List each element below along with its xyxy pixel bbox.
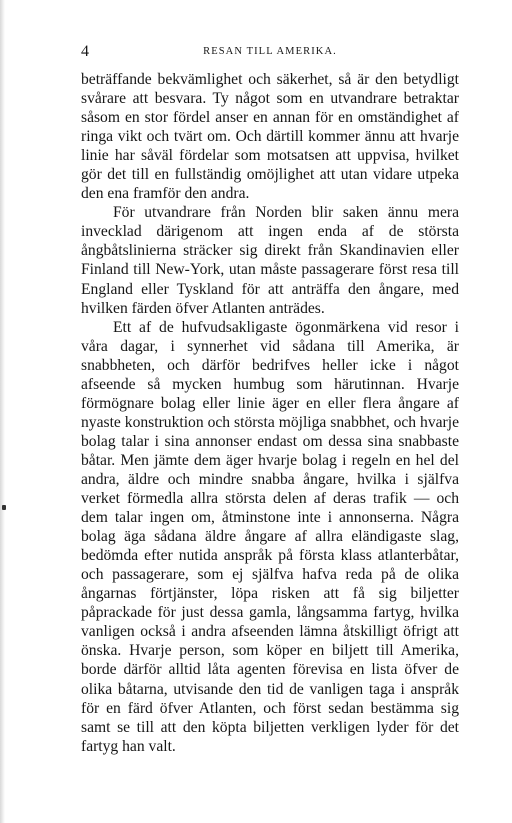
- margin-speck: [2, 505, 6, 510]
- paragraph-continued: beträffande bekvämlighet och säkerhet, så är den betydligt svårare att besvara. Ty något som en utvandrare betraktar såsom en stor fördel anser en annan för en omständighet af ringa vikt och tvärt om. Och därtill kommer ännu att hvarje linie har såväl fördelar som motsatsen att uppvisa, hvilket gör det till en fullständig omöjlighet att utan vidare utpeka den ena framför den andra.: [81, 71, 459, 203]
- page-header: [81, 44, 459, 60]
- body-text: [81, 70, 459, 756]
- paragraph: Ett af de hufvudsakligaste ögonmärkena vid resor i våra dagar, i synnerhet vid sådana till Amerika, är snabbheten, och därför bedrifves heller icke i något afseende så mycken humbug som härutinnan. Hvarje förmögnare bolag eller linie äger en eller flera ångare af nyaste konstruktion och största möjliga snabbhet, och hvarje bolag talar i sina annonser endast om dessa sina snabbaste båtar. Men jämte dem äger hvarje bolag i regeln en hel del andra, äldre och mindre snabba ångare, hvilka i själfva verket förmedla allra största delen af deras trafik — och dem talar ingen om, åtminstone inte i annonserna. Några bolag äga sådana äldre ångare af allra eländigaste slag, bedömda efter nutida anspråk på första klass atlanterbåtar, och passagerare, som ej själfva hafva reda på de olika ångarnas förtjänster, löpa risken att få sig biljetter påprackade för just dessa gamla, långsamma fartyg, hvilka vanligen också i andra afseenden lämna åtskilligt öfrigt att önska. Hvarje person, som köper en biljett till Amerika, borde därför alltid låta agenten förevisa en lista öfver de olika båtarna, utvisande den tid de vanligen taga i anspråk för en färd öfver Atlanten, och först sedan bestämma sig samt se till att den köpta biljetten verkligen lyder för det fartyg han valt.: [81, 318, 459, 755]
- running-head: RESAN TILL AMERIKA.: [203, 46, 337, 57]
- page-number: 4: [81, 43, 89, 60]
- page-edge-shadow: [0, 0, 5, 823]
- paragraph: För utvandrare från Norden blir saken ännu mera invecklad därigenom att ingen enda af de största ångbåtslinierna sträcker sig direkt från Skandinavien eller Finland till New-York, utan måste passagerare först resa till England eller Tyskland för att anträffa den ångare, med hvilken färden öfver Atlanten anträdes.: [81, 204, 459, 317]
